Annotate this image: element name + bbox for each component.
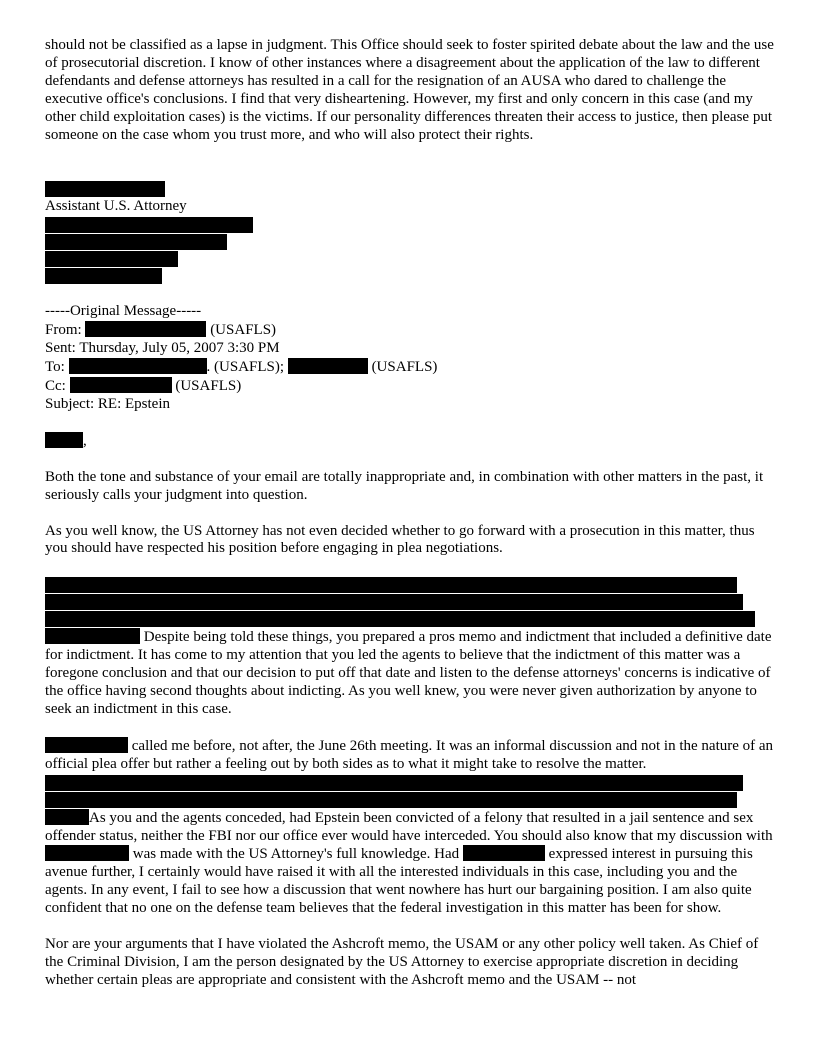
to-line: [45, 358, 775, 377]
body-paragraph-2: As you well know, the US Attorney has not even decided whether to go forward with a prosecution in this matter, thus you should have respected his position before engaging in plea negotiations.: [45, 522, 755, 557]
redacted-text: [45, 809, 89, 825]
cc-line: [45, 377, 775, 396]
body-paragraph-3: Despite being told these things, you prepared a pros memo and indictment that included a definitive date for indictment. It has come to my attention that you led the agents to believe that the indictment of this matter was a foregone conclusion and that our decision to put off that date and listen to the defense attorneys' concerns is indicative of the office having second thoughts about indicting. As you well knew, you were never given authorization by anyone to seek an indictment in this case.: [45, 577, 775, 719]
continuation-paragraph: should not be classified as a lapse in judgment. This Office should seek to foster spirited debate about the law and the use of prosecutorial discretion. I know of other instances where a disagreement about the application of the law to different defendants and defense attorneys has resulted in a call for the resignation of an AUSA who dared to challenge the executive office's conclusions. I find that very disheartening. However, my first and only concern in this case (and my other child exploitation cases) is the victims. If our personality differences threaten their access to justice, then please put someone on the case whom you trust more, and who will also protect their rights.: [45, 37, 774, 143]
subject-line: Subject: RE: Epstein: [45, 395, 170, 412]
original-message-header: [45, 303, 775, 413]
redacted-recipient: [288, 358, 368, 374]
redacted-line: [45, 217, 253, 233]
message-divider: -----Original Message-----: [45, 303, 202, 320]
redacted-line: [45, 775, 743, 791]
redacted-recipient: [69, 358, 207, 374]
email-document: [45, 37, 775, 990]
redacted-line: [45, 594, 743, 610]
redacted-text: [45, 628, 140, 644]
sent-line: Sent: Thursday, July 05, 2007 3:30 PM: [45, 340, 280, 357]
body-paragraph-5: Nor are your arguments that I have violated the Ashcroft memo, the USAM or any other policy well taken. As Chief of the Criminal Division, I am the person designated by the US Attorney to exercise appropriate discretion in deciding whether certain pleas are appropriate and consistent with the Ashcroft memo and the USAM -- not: [45, 936, 759, 988]
signature-title: Assistant U.S. Attorney: [45, 198, 187, 215]
to-label: To:: [45, 359, 65, 376]
cc-suffix: (USAFLS): [175, 377, 242, 394]
redacted-name: [463, 845, 545, 861]
to-mid: . (USAFLS);: [206, 359, 285, 376]
redacted-name: [45, 181, 165, 197]
redacted-line: [45, 611, 755, 627]
redacted-cc: [70, 377, 172, 393]
salutation: ,: [45, 432, 775, 451]
redacted-line: [45, 577, 737, 593]
cc-label: Cc:: [45, 377, 66, 394]
redacted-recipient-name: [45, 432, 83, 448]
body-paragraph-4: called me before, not after, the June 26th meeting. It was an informal discussion and not in the nature of an official plea offer but rather a feeling out by both sides as to what it might take to resolve the matter. As you and the agents conceded, had Epstein been convicted of a felony that resulted in a jail sentence and sex offender status, neither the FBI nor our office ever would have interceded. You should also know that my discussion with was made with the US Attorney's full knowledge. Had expressed interest in pursuing this avenue further, I certainly would have raised it with all the interested individuals in this case, including you and the agents. In any event, I fail to see how a discussion that went nowhere has hurt our bargaining position. I am also quite confident that no one on the defense team believes that the federal investigation in this matter has been for show.: [45, 737, 774, 917]
to-suffix: (USAFLS): [371, 359, 438, 376]
redacted-name: [45, 737, 128, 753]
from-suffix: (USAFLS): [210, 322, 277, 339]
redacted-name: [45, 845, 129, 861]
redacted-line: [45, 251, 178, 267]
redacted-line: [45, 234, 227, 250]
redacted-sender: [85, 321, 206, 337]
redacted-line: [45, 792, 737, 808]
from-label: From:: [45, 322, 82, 339]
body-paragraph-1: Both the tone and substance of your email are totally inappropriate and, in combination with other matters in the past, it seriously calls your judgment into question.: [45, 468, 764, 503]
signature-block: [45, 181, 775, 284]
redacted-line: [45, 268, 162, 284]
from-line: [45, 321, 775, 340]
